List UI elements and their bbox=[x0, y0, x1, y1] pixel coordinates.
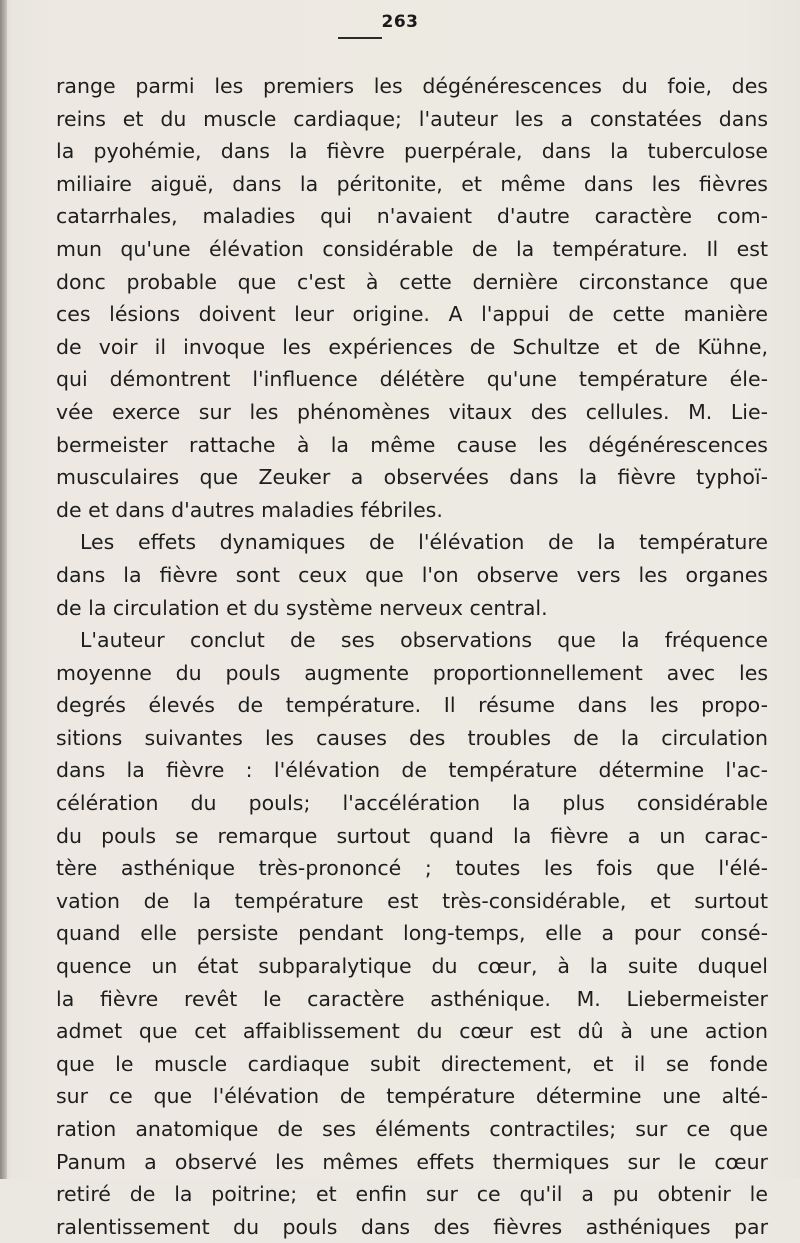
text-line: la fièvre revêt le caractère asthénique. M. Liebermeister bbox=[56, 986, 768, 1011]
text-line: ralentissement du pouls dans des fièvres asthéniques par bbox=[56, 1214, 768, 1239]
text-line: musculaires que Zeuker a observées dans la fièvre typhoï- bbox=[56, 465, 768, 490]
text-line: L'auteur conclut de ses observations que la fréquence bbox=[80, 628, 768, 653]
text-line: dans la fièvre : l'élévation de température détermine l'ac- bbox=[56, 758, 768, 783]
text-line: degrés élevés de température. Il résume dans les propo- bbox=[56, 693, 768, 718]
text-line: ration anatomique de ses éléments contractiles; sur ce que bbox=[56, 1117, 768, 1141]
text-line: reins et du muscle cardiaque; l'auteur les a constatées dans bbox=[56, 106, 768, 131]
text-line: admet que cet affaiblissement du cœur est dû à une action bbox=[56, 1019, 768, 1044]
text-line: Les effets dynamiques de l'élévation de la température bbox=[80, 530, 768, 555]
text-line: quand elle persiste pendant long-temps, elle a pour consé- bbox=[56, 921, 768, 946]
text-line: célération du pouls; l'accélération la plus considérable bbox=[56, 791, 768, 816]
text-line: de voir il invoque les expériences de Schultze et de Kühne, bbox=[56, 334, 768, 359]
text-line: retiré de la poitrine; et enfin sur ce qu'il a pu obtenir le bbox=[56, 1182, 768, 1207]
text-line: de et dans d'autres maladies fébriles. bbox=[56, 497, 443, 522]
text-line: donc probable que c'est à cette dernière circonstance que bbox=[56, 269, 768, 294]
text-line: mun qu'une élévation considérable de la température. Il est bbox=[56, 236, 768, 261]
text-line: bermeister rattache à la même cause les dégénérescences bbox=[56, 432, 768, 457]
text-line: ces lésions doivent leur origine. A l'appui de cette manière bbox=[56, 302, 768, 327]
text-line: catarrhales, maladies qui n'avaient d'autre caractère com- bbox=[56, 204, 768, 229]
text-line: quence un état subparalytique du cœur, à la suite duquel bbox=[56, 954, 768, 979]
text-line: du pouls se remarque surtout quand la fièvre a un carac- bbox=[56, 823, 768, 848]
text-line: qui démontrent l'influence délétère qu'une température éle- bbox=[56, 367, 768, 392]
text-line: sitions suivantes les causes des troubles de la circulation bbox=[56, 725, 768, 750]
text-line: de la circulation et du système nerveux central. bbox=[56, 595, 548, 620]
text-line: la pyohémie, dans la fièvre puerpérale, dans la tuberculose bbox=[56, 139, 768, 164]
page-binding-edge bbox=[0, 0, 7, 1179]
body-text bbox=[56, 70, 768, 1243]
text-line: moyenne du pouls augmente proportionnellement avec les bbox=[56, 660, 768, 685]
page-number-rule bbox=[338, 37, 382, 39]
text-line: dans la fièvre sont ceux que l'on observe vers les organes bbox=[56, 562, 768, 587]
text-line: vée exerce sur les phénomènes vitaux des cellules. M. Lie- bbox=[56, 399, 768, 424]
text-line: Panum a observé les mêmes effets thermiques sur le cœur bbox=[56, 1149, 768, 1174]
text-line: tère asthénique très-prononcé ; toutes les fois que l'élé- bbox=[56, 856, 768, 881]
page-number: 263 bbox=[381, 12, 419, 32]
text-line: sur ce que l'élévation de température détermine une alté- bbox=[56, 1084, 768, 1109]
text-line: range parmi les premiers les dégénérescences du foie, des bbox=[56, 74, 768, 98]
text-line: miliaire aiguë, dans la péritonite, et même dans les fièvres bbox=[56, 171, 768, 196]
text-line: vation de la température est très-considérable, et surtout bbox=[56, 888, 768, 913]
text-line: que le muscle cardiaque subit directement, et il se fonde bbox=[56, 1051, 768, 1076]
